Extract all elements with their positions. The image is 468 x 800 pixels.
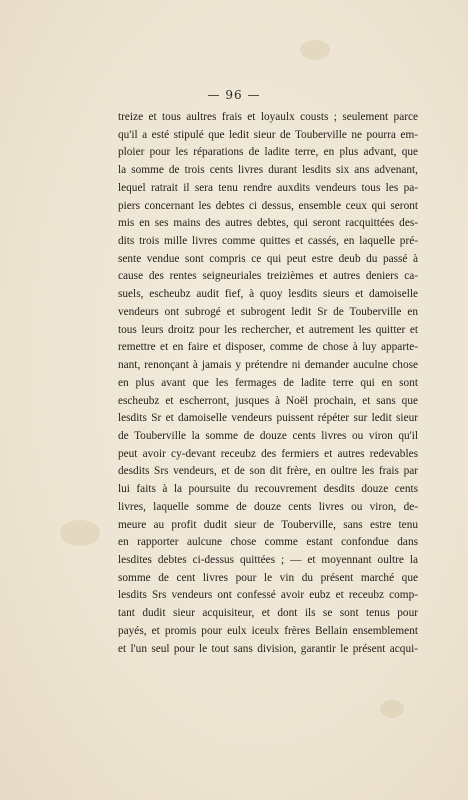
text-line: tant dudit sieur acquisiteur, et dont ils se sont tenus pour [118,607,418,620]
text-line: de Touberville la somme de douze cents livres ou viron qu'il [118,429,418,442]
text-line: mis en ses mains des autres debtes, qui seront racquittées des- [118,217,418,230]
text-line: desdits Srs vendeurs, et de son dit frère, en oultre les frais par [118,465,418,478]
text-line: lesdites debtes ci-dessus quittées ; — et moyennant oultre la [118,553,418,566]
text-line: lequel ratrait il sera tenu rendre auxdits vendeurs tous les pa- [118,181,418,194]
text-line: somme de cent livres pour le vin du présent marché que [118,571,418,584]
text-line: lui faits à la poursuite du recouvrement desdits douze cents [118,483,418,496]
text-line: lesdits Srs vendeurs ont confessé avoir eubz et receubz comp- [118,589,418,602]
text-line: piers concernant les debtes ci dessus, ensemble ceux qui seront [118,199,418,212]
page-number: — 96 — [207,88,261,102]
text-line: qu'il a esté stipulé que ledit sieur de Touberville ne pourra em- [118,128,418,141]
text-line: lesdits Sr et damoiselle vendeurs puissent répéter sur ledit sieur [118,412,418,425]
text-line: peut avoir cy-devant receubz des fermiers et autres redevables [118,447,418,460]
text-line: remettre et en faire et disposer, comme de chose à luy apparte- [118,341,418,354]
text-line: suels, escheubz audit fief, à quoy lesdits sieurs et damoiselle [118,288,418,301]
text-line: sente vendue sont compris ce qui peut estre deub du passé à [118,252,418,265]
paper-stain [300,40,330,60]
text-line: payés, et promis pour eulx iceulx frères Bellain ensemblement [118,624,418,637]
body-text [118,109,418,658]
text-line: dits trois mille livres comme quittes et cassés, en laquelle pré- [118,235,418,248]
text-line: en rapporter aulcune chose comme estant confondue dans [118,536,418,549]
text-line: ploier pour les réparations de ladite terre, en plus advant, que [118,146,418,159]
text-line: en plus avant que les fermages de ladite terre qui en sont [118,376,418,389]
text-line: la somme de trois cents livres durant lesdits six ans advenant, [118,164,418,177]
text-line: tous leurs droitz pour les rechercher, et autrement les quitter et [118,323,418,336]
paper-stain [60,520,100,546]
text-line: et l'un seul pour le tout sans division, garantir le présent acqui- [118,642,418,655]
text-line: cause des rentes seigneuriales treizièmes et autres deniers ca- [118,270,418,283]
text-line: meure au profit dudit sieur de Touberville, sans estre tenu [118,518,418,531]
paper-stain [380,700,404,718]
text-line: nant, renonçant à jamais y prétendre ni demander auculne chose [118,359,418,372]
text-line: vendeurs ont subrogé et subrogent ledit Sr de Touberville en [118,305,418,318]
text-line: escheubz et escherront, jusques à Noël prochain, et sans que [118,394,418,407]
text-line: treize et tous aultres frais et loyaulx cousts ; seulement parce [118,111,418,123]
text-line: livres, laquelle somme de douze cents livres ou viron, de- [118,500,418,513]
